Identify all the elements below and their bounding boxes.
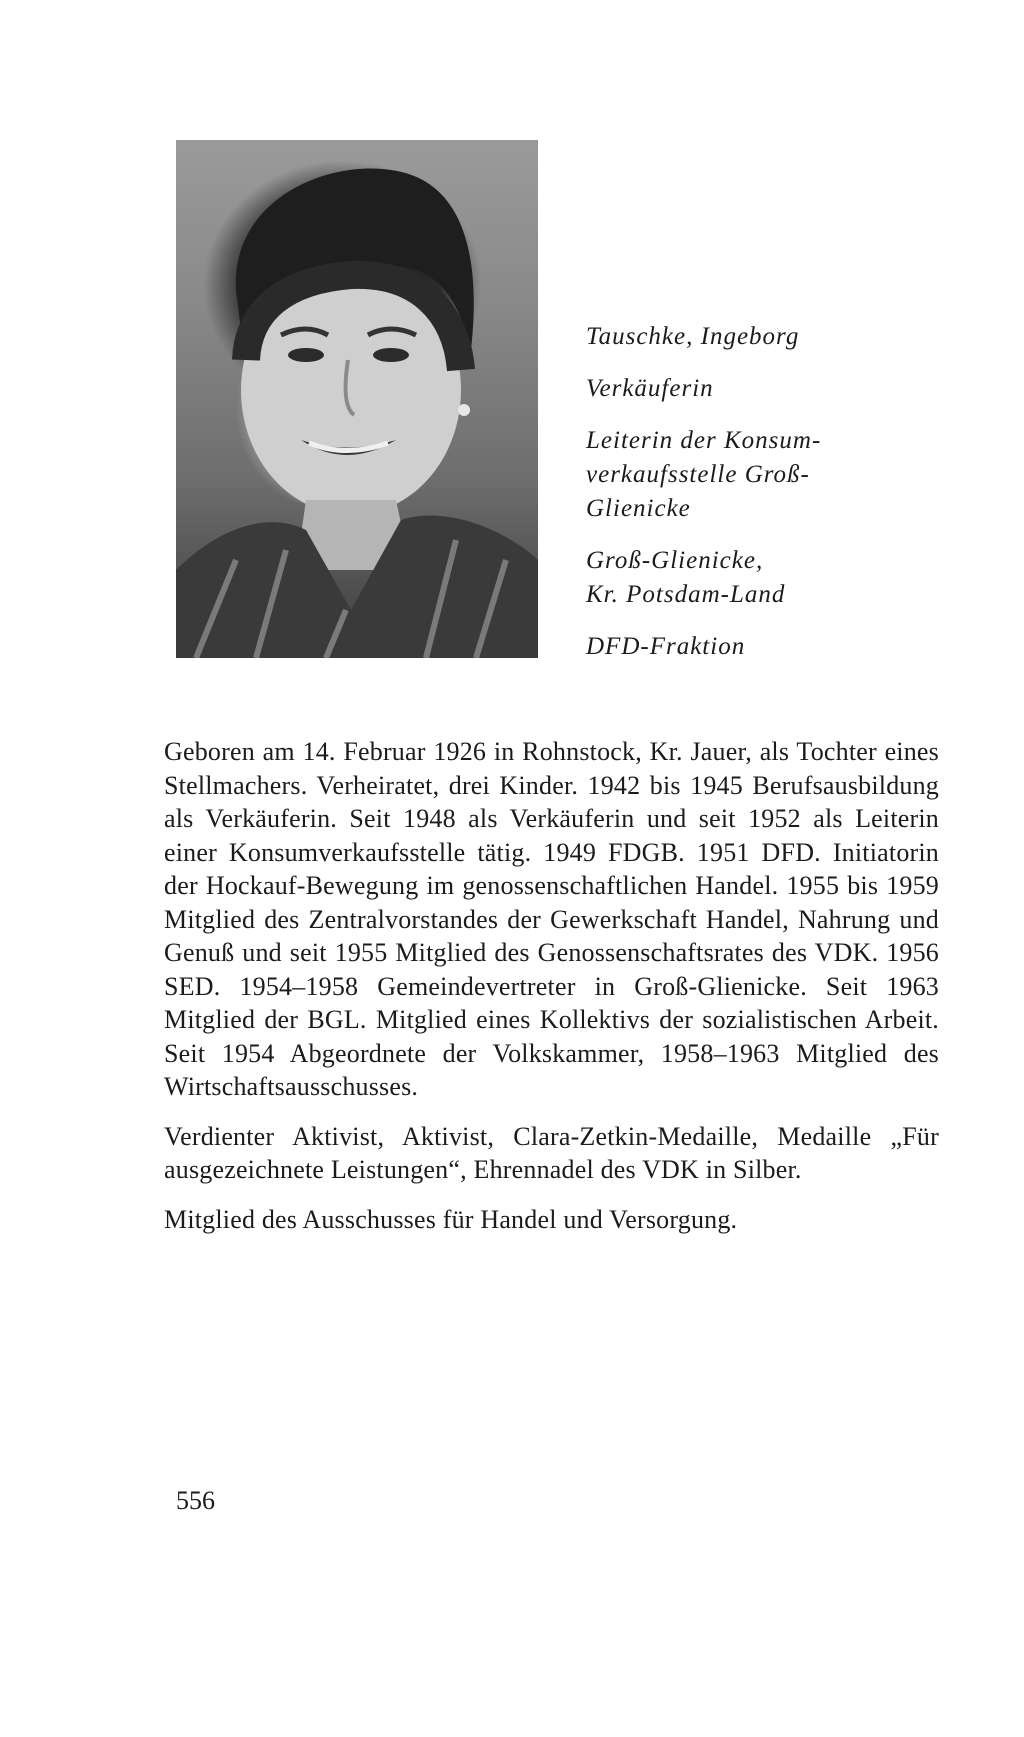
portrait-illustration bbox=[176, 140, 538, 658]
biography bbox=[164, 735, 939, 1252]
residence-line: Groß-Glienicke, bbox=[586, 547, 764, 574]
position-line: Glienicke bbox=[586, 495, 691, 522]
honors-paragraph: Verdienter Aktivist, Aktivist, Clara-Zetkin-Medaille, Medaille „Für ausgezeichnete Leistungen“, Ehrennadel des VDK in Silber. bbox=[164, 1121, 939, 1184]
occupation: Verkäuferin bbox=[586, 375, 714, 402]
page-number: 556 bbox=[176, 1486, 215, 1515]
faction: DFD-Fraktion bbox=[586, 633, 746, 660]
residence-line: Kr. Potsdam-Land bbox=[586, 581, 786, 608]
position-line: Leiterin der Konsum- bbox=[586, 427, 822, 454]
entry-header bbox=[586, 320, 916, 664]
biography-paragraph: Geboren am 14. Februar 1926 in Rohnstock, Kr. Jauer, als Tochter eines Stellmachers. Verheiratet, drei Kinder. 1942 bis 1945 Berufsausbildung als Verkäuferin. Seit 1948 als Verkäuferin und seit 1952 als Leiterin einer Konsumverkaufsstelle tätig. 1949 FDGB. 1951 DFD. Initiatorin der Hockauf-Bewegung im genossenschaftlichen Handel. 1955 bis 1959 Mitglied des Zentralvorstandes der Gewerkschaft Handel, Nahrung und Genuß und seit 1955 Mitglied des Genossenschaftsrates des VDK. 1956 SED. 1954–1958 Gemeindevertreter in Groß-Glienicke. Seit 1963 Mitglied der BGL. Mitglied eines Kollektivs der sozialistischen Arbeit. Seit 1954 Abgeordnete der Volkskammer, 1958–1963 Mitglied des Wirtschaftsausschusses. bbox=[164, 737, 939, 1101]
position bbox=[586, 424, 916, 526]
residence bbox=[586, 544, 916, 612]
position-line: verkaufsstelle Groß- bbox=[586, 461, 810, 488]
portrait-photo bbox=[176, 140, 538, 658]
committee-paragraph: Mitglied des Ausschusses für Handel und Versorgung. bbox=[164, 1204, 738, 1234]
person-name: Tauschke, Ingeborg bbox=[586, 323, 800, 350]
